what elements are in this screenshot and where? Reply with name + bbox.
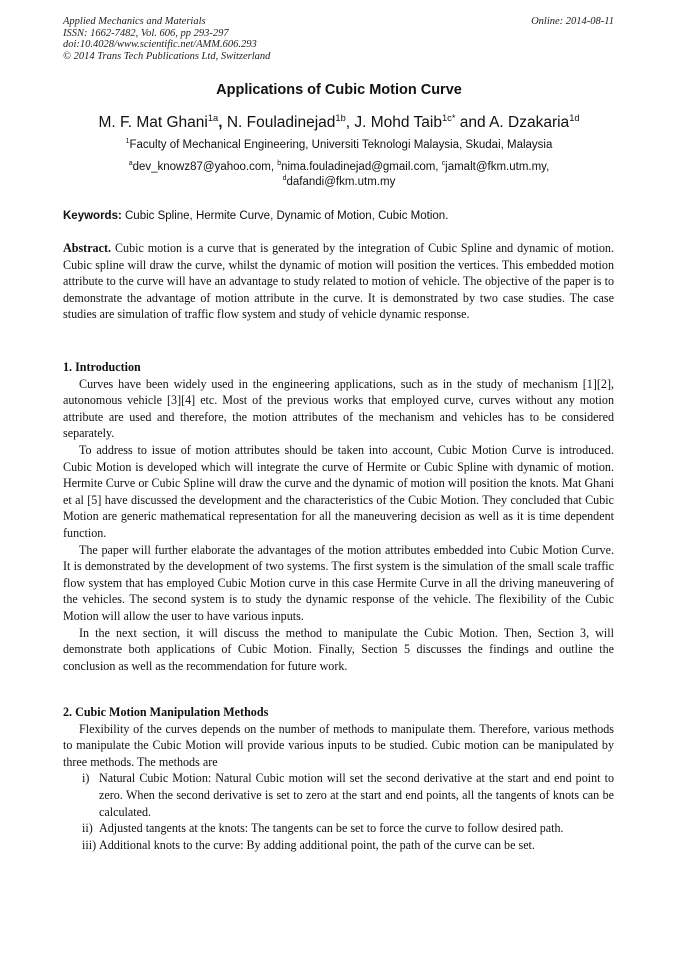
- list-item-number: iii): [82, 837, 97, 852]
- copyright-line: © 2014 Trans Tech Publications Ltd, Switzerland: [63, 50, 271, 62]
- list-item: [63, 820, 614, 837]
- affiliation-text: Faculty of Mechanical Engineering, Universiti Teknologi Malaysia, Skudai, Malaysia: [129, 139, 553, 151]
- email-list: [0, 160, 678, 189]
- author-superscript: 1a: [207, 112, 219, 123]
- keywords: [63, 210, 615, 222]
- abstract-text: Cubic motion is a curve that is generated by the integration of Cubic Spline and dynamic of motion. Cubic spline will draw the curve, whilst the dynamic of motion will position the vertices. This embedded motion attribute to the curve will have an advantage to study related to motion of vehicle. The objective of the paper is to demonstrate the advantage of motion attribute in the curve. It is demonstrated by two case studies. The case studies are simulation of traffic flow system and study of vehicle dynamic response.: [63, 241, 614, 322]
- issn-line: ISSN: 1662-7482, Vol. 606, pp 293-297: [63, 27, 229, 39]
- author-superscript: 1c*: [442, 112, 456, 123]
- doi-line: doi:10.4028/www.scientific.net/AMM.606.293: [63, 39, 257, 50]
- email-address[interactable]: nima.fouladinejad@gmail.com,: [281, 161, 442, 173]
- methods-list: [63, 770, 614, 853]
- paragraph: The paper will further elaborate the advantages of the motion attributes embedded into Cubic Motion Curve. It is demonstrated by the development of two systems. The first system is the simulation of the small scale traffic flow system that has employed Cubic Motion curve in this case Hermite Curve in all the driving maneuvering of the vehicles. The second system is to study the dynamic response of the vehicle. The flexibility of the Cubic Motion will allow the user to have various inputs.: [63, 542, 614, 623]
- section-manipulation-methods: [63, 704, 614, 853]
- list-item-text: Additional knots to the curve: By adding additional point, the path of the curve can be set.: [99, 837, 535, 852]
- email-superscript: b: [277, 160, 282, 168]
- list-item-number: i): [82, 771, 90, 786]
- author-name: J. Mohd Taib: [354, 114, 442, 131]
- journal-name: Applied Mechanics and Materials: [63, 16, 206, 27]
- author-name: A. Dzakaria: [489, 114, 570, 131]
- email-address[interactable]: dafandi@fkm.utm.my: [286, 175, 396, 188]
- author-name: N. Fouladinejad: [226, 114, 336, 131]
- paper-title: Applications of Cubic Motion Curve: [216, 82, 462, 98]
- author-list: [0, 114, 678, 132]
- author-superscript: 1b: [335, 112, 346, 123]
- author-separator: ,: [345, 114, 355, 131]
- paragraph: Flexibility of the curves depends on the number of methods to manipulate them. Therefore, various methods to manipulate the Cubic Motion will provide various inputs to be studied. Cubic motion can be manipulated by three methods. The methods are: [63, 721, 614, 769]
- list-item: [63, 837, 614, 854]
- email-superscript: c: [441, 160, 446, 168]
- email-superscript: d: [282, 174, 287, 182]
- author-superscript: 1d: [569, 112, 580, 123]
- list-item: [63, 770, 614, 820]
- author-separator: and: [455, 114, 490, 131]
- abstract: [63, 240, 614, 323]
- journal-header: [63, 16, 270, 62]
- keywords-label: Keywords:: [63, 210, 122, 222]
- abstract-label: Abstract.: [63, 241, 112, 255]
- affiliation-superscript: 1: [125, 138, 130, 146]
- paragraph: Curves have been widely used in the engineering applications, such as in the study of mechanism [1][2], autonomous vehicle [3][4] etc. Most of the previous works that employed curve, curves without any motion attribute are used and therefore, the motion attributes of the mechanism and vehicles has to be considered separately.: [63, 376, 614, 441]
- list-item-text: Adjusted tangents at the knots: The tangents can be set to force the curve to follow desired path.: [99, 821, 564, 836]
- email-address[interactable]: dev_knowz87@yahoo.com,: [132, 161, 278, 173]
- paragraph: To address to issue of motion attributes should be taken into account, Cubic Motion Curve is introduced. Cubic Motion is developed which will integrate the curve of Hermite or Cubic Spline with dynamic of motion. Hermite Curve or Cubic Spline will draw the curve and the dynamic of motion will position the knots. Mat Ghani et al [5] have discussed the development and the characteristics of the Cubic Motion. They concluded that Cubic Motion are generic mathematical representation for all the maneuvering decision as well as it is time dependent function.: [63, 442, 614, 540]
- author-name: M. F. Mat Ghani: [98, 114, 208, 131]
- section-heading: 2. Cubic Motion Manipulation Methods: [63, 705, 269, 719]
- affiliation: [0, 139, 678, 151]
- list-item-number: ii): [82, 821, 93, 836]
- section-introduction: [63, 359, 614, 674]
- author-separator: ,: [218, 114, 227, 131]
- section-heading: 1. Introduction: [63, 360, 141, 374]
- paragraph: In the next section, it will discuss the method to manipulate the Cubic Motion. Then, Section 3, will demonstrate both applications of Cubic Motion. Finally, Section 5 discusses the findings and outline the conclusion as well as the recommendation for future work.: [63, 625, 614, 673]
- list-item-text: Natural Cubic Motion: Natural Cubic motion will set the second derivative at the start and end point to zero. When the second derivative is set to zero at the start and end points, all the tangents of knots can be calculated.: [99, 771, 614, 819]
- email-superscript: a: [128, 160, 133, 168]
- keywords-text: Cubic Spline, Hermite Curve, Dynamic of Motion, Cubic Motion.: [121, 210, 449, 222]
- email-address[interactable]: jamalt@fkm.utm.my,: [445, 161, 550, 173]
- online-date: Online: 2014-08-11: [531, 16, 614, 27]
